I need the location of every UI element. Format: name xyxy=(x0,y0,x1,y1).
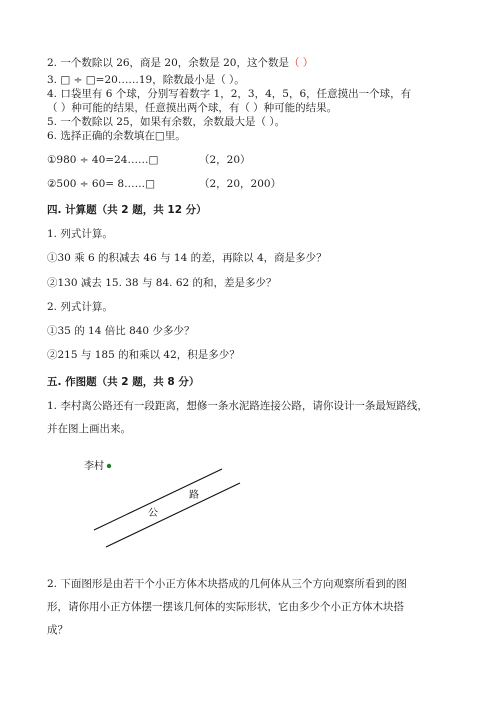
section-4-problem-2-a: ①35 的 14 倍比 840 少多少？ xyxy=(47,325,195,337)
village-dot xyxy=(107,464,111,468)
road-label-gong: 公 xyxy=(148,508,158,519)
section-4-problem-1-a: ①30 乘 6 的积减去 46 与 14 的差，再除以 4，商是多少？ xyxy=(47,252,327,264)
question-3-3: 3. □ ÷ □=20……19，除数最小是（ ）。 xyxy=(47,74,245,86)
question-3-2-text: 2. 一个数除以 26，商是 20，余数是 20，这个数是 xyxy=(47,57,289,69)
village-label: 李村 xyxy=(84,461,104,472)
section-4-problem-1-b: ②130 减去 15. 38 与 84. 62 的和，差是多少？ xyxy=(47,277,277,289)
section-5-q2-line2: 形，请你用小正方体摆一摆该几何体的实际形状，它由多少个小正方体木块搭 xyxy=(47,601,404,613)
section-4-problem-2-b: ②215 与 185 的和乘以 42，积是多少？ xyxy=(47,349,240,361)
section-4-heading: 四. 计算题（共 2 题，共 12 分） xyxy=(47,204,207,216)
question-3-4-line2: （ ）种可能的结果，任意摸出两个球，有（ ）种可能的结果。 xyxy=(47,102,338,114)
section-4-problem-1: 1. 列式计算。 xyxy=(47,228,113,240)
road-label-lu: 路 xyxy=(189,490,199,501)
section-5-q2-line1: 2. 下面图形是由若干个小正方体木块搭成的几何体从三个方向观察所看到的图 xyxy=(47,578,407,590)
question-3-6-a-expr: ①980 ÷ 40=24……□ xyxy=(47,154,159,166)
section-5-q1-line2: 并在图上画出来。 xyxy=(47,423,131,435)
question-3-6-b-expr: ②500 ÷ 60= 8……□ xyxy=(47,178,156,190)
question-3-6-a-options: （2，20） xyxy=(199,154,251,166)
section-5-q1-line1: 1. 李村离公路还有一段距离，想修一条水泥路连接公路，请你设计一条最短路线， xyxy=(47,400,428,412)
section-4-problem-2: 2. 列式计算。 xyxy=(47,301,113,313)
question-3-6-b-options: （2，20，200） xyxy=(199,178,282,190)
question-3-4-line1: 4. 口袋里有 6 个球，分别写着数字 1，2，3，4，5，6，任意摸出一个球，有 xyxy=(47,88,412,100)
section-5-q2-line3: 成？ xyxy=(47,624,68,636)
answer-blank: （ ） xyxy=(288,57,314,69)
question-3-6: 6. 选择正确的余数填在□里。 xyxy=(47,130,186,142)
section-5-heading: 五. 作图题（共 2 题，共 8 分） xyxy=(47,376,200,388)
question-3-5: 5. 一个数除以 25，如果有余数，余数最大是（ ）。 xyxy=(47,116,286,128)
road-edge-upper xyxy=(94,469,222,530)
